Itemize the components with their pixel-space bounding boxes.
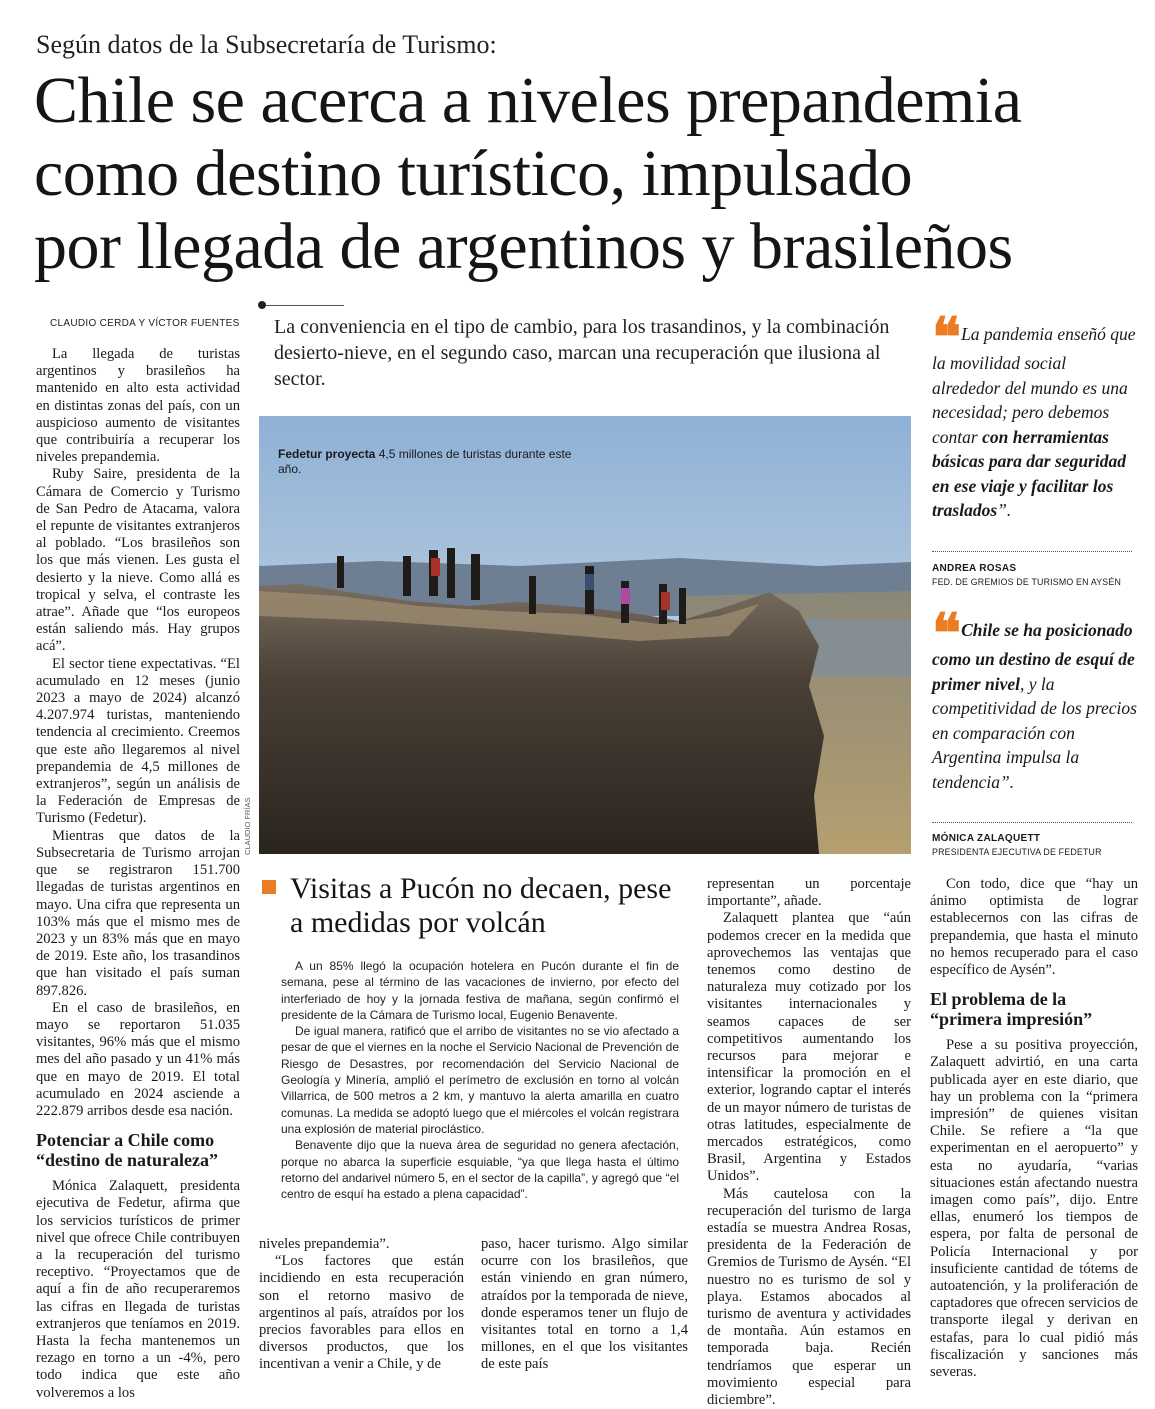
divider-dot: [258, 301, 266, 309]
pull-quote-2: [932, 604, 1137, 794]
quote-author-role: PRESIDENTA EJECUTIVA DE FEDETUR: [932, 847, 1102, 857]
column-5: [930, 876, 1138, 1381]
subheading: Potenciar a Chile como “destino de naturaleza”: [36, 1130, 218, 1171]
headline-line-2: como destino turístico, impulsado: [34, 137, 913, 210]
quote-author-role: FED. DE GREMIOS DE TURISMO EN AYSÉN: [932, 577, 1121, 587]
quote-author: MÓNICA ZALAQUETT: [932, 833, 1041, 844]
paragraph: Benavente dijo que la nueva área de seguridad no genera afectación, porque no abarca la superficie esquiable, “ya que llega hasta el último retorno del andarivel número 5, en el sector de la capilla”, y agregó que “el centro de esquí ha estado a plena capacidad”.: [281, 1138, 679, 1202]
paragraph: Más cautelosa con la recuperación del turismo de larga estadía se muestra Andrea Rosas, presidenta de la Federación de Gremios de Turismo de Aysén. “El nuestro no es turismo de sol y playa. Estamos abocados al turismo de aventura y actividades de montaña. Aún estamos en temporada baja. Recién tendríamos que esperar un movimiento especial para diciembre”.: [707, 1185, 911, 1409]
section-marker-icon: [262, 880, 276, 894]
paragraph: A un 85% llegó la ocupación hotelera en Pucón durante el fin de semana, pese al término de las vacaciones de invierno, por efecto del interferiado de hoy y la jornada festiva de mañana, según confirmó el presidente de la Cámara de Turismo local, Eugenio Benavente.: [281, 959, 679, 1022]
photo: [259, 416, 911, 854]
column-2-bottom: [259, 1236, 464, 1374]
caption-text: 4,5 millones de turistas durante este año.: [278, 447, 572, 476]
paragraph: El sector tiene expectativas. “El acumulado en 12 meses (junio 2023 a mayo de 2024) alcanzó 4.207.974 turistas, manteniendo tendencia al crecimiento. Creemos que este año llegaremos al nivel prepandemia de 4,5 millones de extranjeros”, según un análisis de la Federación de Empresas de Turismo (Fedetur).: [36, 655, 240, 827]
column-1: [36, 346, 240, 1402]
column-3-bottom: [481, 1236, 688, 1374]
caption-lead: Fedetur proyecta: [278, 447, 376, 461]
paragraph: paso, hacer turismo. Algo similar ocurre con los brasileños, que están viniendo en gran número, atraídos por la temporada de nieve, donde esperamos tener un flujo de visitantes total en torno a 1,4 millones, en el que los visitantes de este país: [481, 1236, 688, 1373]
paragraph: Zalaquett plantea que “aún podemos crecer en la medida que aprovechemos las ventajas que tenemos como destino de naturaleza muy cotizado por los visitantes internacionales y seamos capaces de ser competitivos aumentando los recursos para mejorar e intensificar la promoción en el exterior, logrando captar el interés de un mayor número de turistas de otras latitudes, especialmente de mercados estratégicos, como Brasil, Argentina y Estados Unidos”.: [707, 910, 911, 1185]
paragraph: representan un porcentaje importante”, añade.: [707, 876, 911, 910]
kicker: Según datos de la Subsecretaría de Turismo:: [36, 30, 497, 59]
headline-line-3: por llegada de argentinos y brasileños: [34, 210, 1013, 283]
quote-text-end: ”.: [997, 500, 1012, 520]
quote-text-bold: con herramientas básicas para dar seguridad en ese viaje y facilitar los traslados: [932, 426, 1126, 520]
divider: [932, 822, 1132, 823]
quote-text: La pandemia enseñó que la movilidad social alrededor del mundo es una necesidad; pero debemos contar: [932, 324, 1136, 447]
subheading: El problema de la “primera impresión”: [930, 989, 1093, 1030]
byline: CLAUDIO CERDA Y VÍCTOR FUENTES: [50, 318, 240, 329]
box-body: [281, 958, 679, 1202]
deck: La conveniencia en el tipo de cambio, para los trasandinos, y la combinación desierto-nieve, en el segundo caso, marcan una recuperación que ilusiona al sector.: [274, 316, 890, 390]
paragraph: Ruby Saire, presidenta de la Cámara de Comercio y Turismo de San Pedro de Atacama, valora el repunte de visitantes extranjeros al poblado. “Los brasileños son los que más vienen. Les gusta el desierto y la nieve. Como allá es tropical y selva, el contraste les atrae”. Añade que “los europeos están saliendo más. Hay grupos acá”.: [36, 466, 240, 655]
photo-illustration: [259, 416, 911, 854]
paragraph: Mónica Zalaquett, presidenta ejecutiva de Fedetur, afirma que los servicios turísticos de primer nivel que ofrece Chile contribuyen a la recuperación del turismo receptivo. “Proyectamos que de aquí a fin de año recuperaremos las cifras en llegada de turistas extranjeros que teníamos en 2019. Hasta la fecha mantenemos un rezago en torno a un -4%, pero todo indica que este año volveremos a los: [36, 1178, 240, 1401]
quote-text-bold: Chile se ha posicionado como un destino de esquí de primer nivel: [932, 620, 1135, 694]
quote-mark-icon: ❝: [932, 604, 956, 664]
quote-text-end: ”.: [1000, 771, 1015, 792]
paragraph: “Los factores que están incidiendo en esta recuperación son el retorno masivo de argentinos al país, atraídos por los precios favorables para ellos en diversos productos, que los incentivan a venir a Chile, y de: [259, 1253, 464, 1373]
divider: [932, 551, 1132, 552]
paragraph: Pese a su positiva proyección, Zalaquett advirtió, en una carta publicada ayer en este diario, que hay un problema con la “primera impresión” de quienes visitan Chile. Se refiere a “la que experimentan en el aeropuerto” y esta no ayudaría, “varias situaciones están afectando nuestra imagen como país”, dijo. Entre ellas, enumeró los tiempos de espera, por falta de personal de Policía Internacional y por insuficiente cantidad de tótems de autoatención, y la proliferación de captadores que ofrecen servicios de transporte ilegal y derivan en estafas, para lo cual pidió más fiscalización y sanciones más severas.: [930, 1037, 1138, 1381]
quote-mark-icon: ❝: [932, 308, 956, 368]
paragraph: De igual manera, ratificó que el arribo de visitantes no se vio afectado a pesar de que el viernes en la noche el Servicio Nacional de Prevención de Riesgo de Desastres, por recomendación del Servicio Nacional de Geología y Minería, amplió el perímetro de exclusión en torno al volcán Villarrica, de 500 metros a 2 km, y mantuvo la alerta amarilla en cuatro comunas. La medida se adoptó luego que el miércoles el volcán registrara una explosión de material piroclástico.: [281, 1024, 679, 1136]
paragraph: En el caso de brasileños, en mayo se reportaron 51.035 visitantes, 96% más que el mismo mes del año pasado y un 41% más que en mayo de 2019. El total acumulado en 2024 asciende a 222.879 arribos desde esa nación.: [36, 999, 240, 1119]
quote-author: ANDREA ROSAS: [932, 563, 1017, 574]
box-title: Visitas a Pucón no decaen, pese a medidas por volcán: [290, 872, 672, 939]
pull-quote-1: [932, 308, 1137, 523]
divider: [262, 305, 344, 306]
photo-credit: CLAUDIO FRÍAS: [243, 797, 252, 855]
paragraph: Mientras que datos de la Subsecretaria de Turismo arrojan que se registraron 151.700 llegadas de turistas argentinos en mayo. Una cifra que representa un 103% más que el mismo mes de 2023 y un 83% más que en mayo de 2019. Este año, los trasandinos que han visitado el país suman 897.826.: [36, 827, 240, 999]
photo-caption: [278, 447, 578, 477]
headline: [34, 64, 1144, 283]
paragraph: La llegada de turistas argentinos y brasileños ha mantenido en alto esta actividad en distintas zonas del país, con un auspicioso aumento de visitantes que contribuiría a recuperar los niveles prepandemia.: [36, 346, 240, 466]
paragraph: Con todo, dice que “hay un ánimo optimista de lograr establecernos con las cifras de prepandemia, que hasta el minuto no hemos recuperado para el caso específico de Aysén”.: [930, 876, 1138, 979]
headline-line-1: Chile se acerca a niveles prepandemia: [34, 64, 1022, 137]
quote-text: , y la competitividad de los precios en comparación con Argentina impulsa la tendencia: [932, 673, 1137, 792]
paragraph: niveles prepandemia”.: [259, 1236, 390, 1252]
column-4: [707, 876, 911, 1409]
